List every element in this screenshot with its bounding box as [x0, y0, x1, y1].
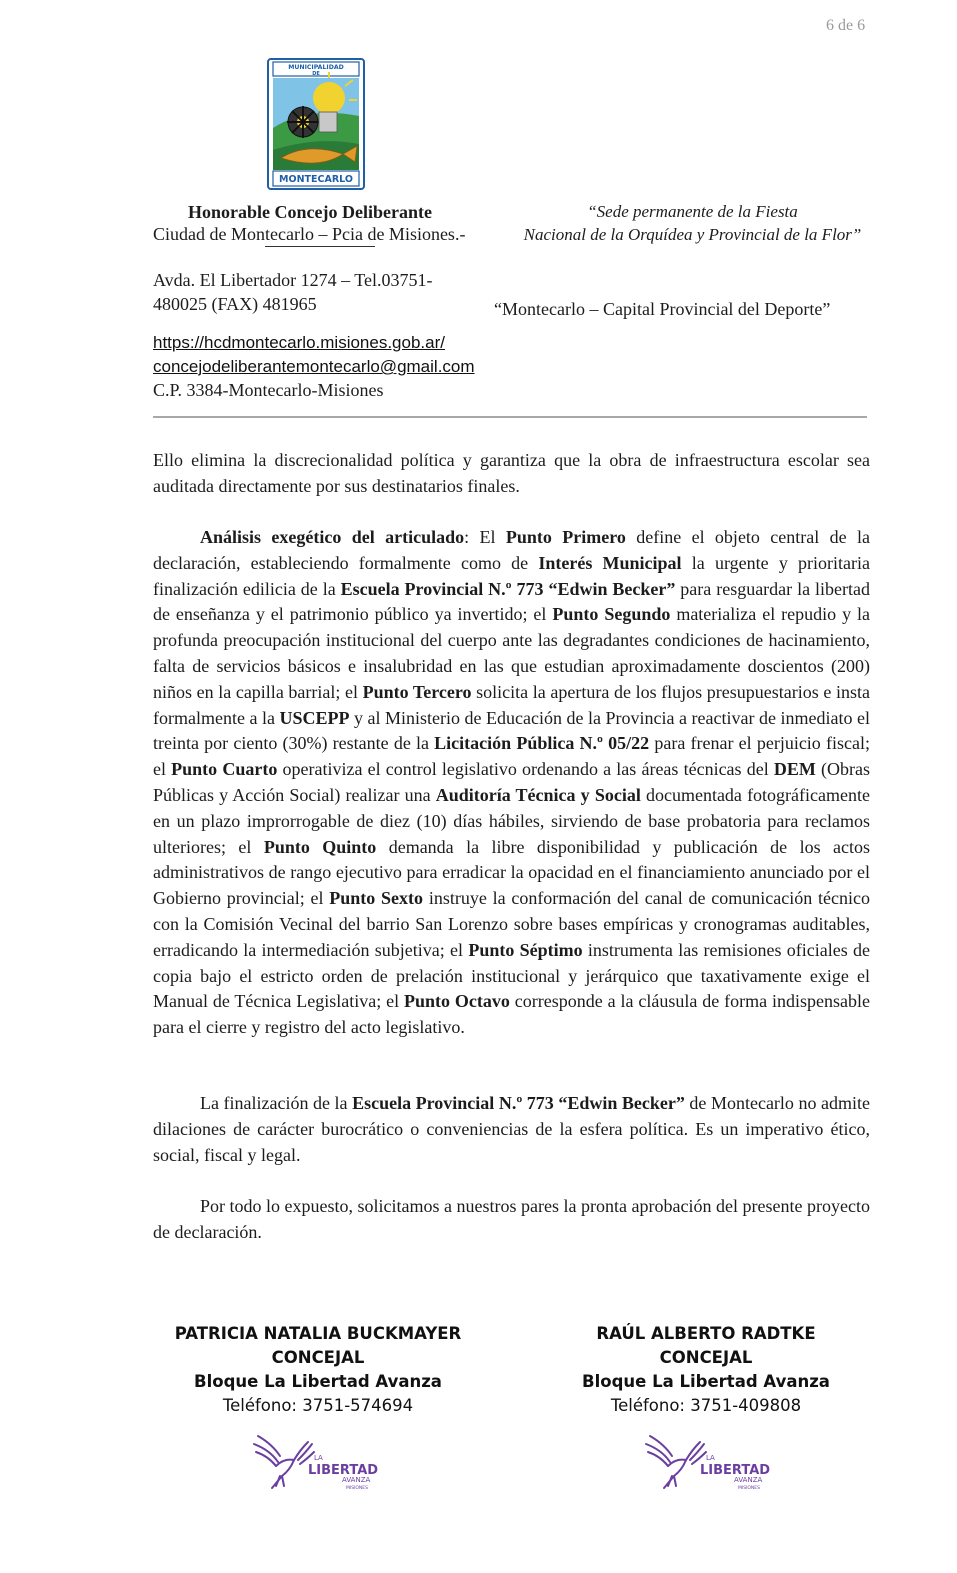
paragraph-1: Ello elimina la discrecionalidad política y garantiza que la obra de infraestructura escolar sea auditada directamente por sus destinatarios finales.	[153, 450, 870, 496]
text-run: para resguardar la libertad de enseñanza y el patrimonio público ya invertido; el	[153, 578, 870, 625]
text-run: operativiza el control legislativo ordenando a las áreas técnicas del	[277, 759, 774, 780]
signature-block-left	[158, 1322, 478, 1418]
bold-run: Punto Tercero	[362, 681, 472, 702]
text-run: materializa el repudio y la profunda preocupación institucional del cuerpo ante las degradantes condiciones de hacinamiento, falta de servicios básicos e insalubridad en las que estudian aproximadamente doscientos (200) niños en la capilla barrial; el	[153, 604, 870, 702]
signer-phone: Teléfono: 3751-574694	[222, 1396, 414, 1415]
signature-block-right	[546, 1322, 866, 1418]
eagle-icon	[646, 1436, 706, 1488]
bold-run: Auditoría Técnica y Social	[435, 784, 641, 805]
party-logo-left	[250, 1430, 390, 1496]
bold-run: Interés Municipal	[538, 552, 682, 573]
paragraph-3-text	[153, 1091, 870, 1168]
logo-word-libertad: LIBERTAD	[308, 1463, 379, 1478]
council-postal-code: C.P. 3384-Montecarlo-Misiones	[153, 380, 384, 400]
eagle-icon	[254, 1436, 314, 1488]
logo-word-la: LA	[314, 1454, 323, 1462]
bold-run: Punto Primero	[505, 527, 626, 547]
text-run: documentada fotográficamente en un plazo improrrogable de diez (10) días hábiles, sirviendo de base probatoria para reclamos ulteriores; el	[153, 784, 870, 857]
bold-run: Escuela Provincial N.º 773 “Edwin Becker”	[340, 578, 676, 599]
logo-word-avanza: AVANZA	[342, 1476, 371, 1484]
council-email-link[interactable]: concejodeliberantemontecarlo@gmail.com	[153, 357, 475, 376]
signer-role: CONCEJAL	[271, 1348, 365, 1367]
page-number: 6 de 6	[826, 17, 866, 34]
city-motto	[520, 200, 865, 246]
paragraph-4: Por todo lo expuesto, solicitamos a nuestros pares la pronta aprobación del presente proyecto de declaración.	[153, 1196, 870, 1242]
paragraph-2	[153, 525, 870, 1041]
text-run: corresponde a la cláusula de forma indispensable para el cierre y registro del acto legislativo.	[153, 991, 870, 1038]
text-run: y al Ministerio de Educación de la Provincia a reactivar de inmediato el treinta por ciento (30%) restante de la	[153, 707, 870, 754]
text-run: para frenar el perjuicio fiscal; el	[153, 733, 870, 780]
text-run: define el objeto central de la declaración, estableciendo formalmente como de	[153, 527, 870, 573]
text-run: instrumenta las remisiones oficiales de copia bajo el estricto orden de prelación institucional y jerárquico que taxativamente exige el Manual de Técnica Legislativa; el	[153, 939, 871, 1012]
text-run: La finalización de la	[200, 1093, 353, 1113]
council-address: Avda. El Libertador 1274 – Tel.03751-480025 (FAX) 481965	[153, 270, 433, 314]
council-city: Ciudad de Montecarlo – Pcia de Misiones.-	[153, 224, 466, 244]
paragraph-3	[153, 1091, 870, 1168]
logo-word-avanza: AVANZA	[734, 1476, 763, 1484]
bold-run: Punto Sexto	[329, 888, 424, 909]
bold-run: Punto Segundo	[552, 604, 671, 625]
sports-capital-tagline: “Montecarlo – Capital Provincial del Deporte”	[494, 299, 831, 319]
text-run: (Obras Públicas y Acción Social) realizar una	[153, 759, 870, 805]
signer-bloc: Bloque La Libertad Avanza	[582, 1372, 830, 1391]
text-run: instruye la conformación del canal de comunicación técnico con la Comisión Vecinal del barrio San Lorenzo sobre bases empíricas y cronogramas auditables, erradicando la intermediación subjetiva; el	[153, 888, 870, 960]
motto-line-1: “Sede permanente de la Fiesta	[587, 202, 798, 221]
text-run: la urgente y prioritaria finalización edilicia de la	[153, 552, 870, 599]
signer-phone: Teléfono: 3751-409808	[610, 1396, 802, 1415]
bold-run: Análisis exegético del articulado	[200, 527, 465, 547]
seal-top-text: MUNICIPALIDAD	[288, 64, 344, 71]
text-run: de Montecarlo no admite dilaciones de carácter burocrático o conveniencias de la esfera política. Es un imperativo ético, social, fiscal y legal.	[153, 1093, 870, 1165]
signer-name: RAÚL ALBERTO RADTKE	[596, 1324, 816, 1343]
signer-role: CONCEJAL	[659, 1348, 753, 1367]
text-run: solicita la apertura de los flujos presupuestarios e insta formalmente a la	[153, 681, 870, 728]
logo-word-la: LA	[706, 1454, 715, 1462]
bold-run: Punto Quinto	[263, 836, 377, 857]
bold-run: Escuela Provincial N.º 773 “Edwin Becker”	[352, 1093, 685, 1113]
party-logo-right	[642, 1430, 782, 1496]
bold-run: DEM	[773, 759, 816, 780]
signer-bloc: Bloque La Libertad Avanza	[194, 1372, 442, 1391]
header-divider-short	[265, 246, 375, 247]
bold-run: Punto Séptimo	[468, 939, 583, 960]
signer-name: PATRICIA NATALIA BUCKMAYER	[174, 1324, 462, 1343]
motto-line-2: Nacional de la Orquídea y Provincial de la Flor”	[523, 225, 862, 244]
seal-sub-text: DE	[312, 71, 320, 77]
municipal-seal-icon	[267, 58, 365, 190]
bold-run: Punto Octavo	[404, 991, 510, 1012]
logo-word-misiones: MISIONES	[346, 1486, 369, 1491]
text-run: : El	[464, 527, 506, 547]
bold-run: Punto Cuarto	[171, 759, 278, 780]
paragraph-2-text	[153, 525, 870, 1041]
seal-bottom-text: MONTECARLO	[279, 174, 353, 185]
header-separator	[153, 416, 867, 418]
bold-run: Licitación Pública N.º 05/22	[434, 733, 650, 754]
council-title: Honorable Concejo Deliberante	[188, 202, 432, 222]
logo-word-misiones: MISIONES	[738, 1486, 761, 1491]
bold-run: USCEPP	[279, 707, 350, 728]
council-website-link[interactable]: https://hcdmontecarlo.misiones.gob.ar/	[153, 333, 445, 352]
text-run: demanda la libre disponibilidad y publicación de los actos administrativos de rango ejecutivo para erradicar la opacidad en el financiamiento anunciado por el Gobierno provincial; el	[153, 836, 870, 909]
logo-word-libertad: LIBERTAD	[700, 1463, 771, 1478]
